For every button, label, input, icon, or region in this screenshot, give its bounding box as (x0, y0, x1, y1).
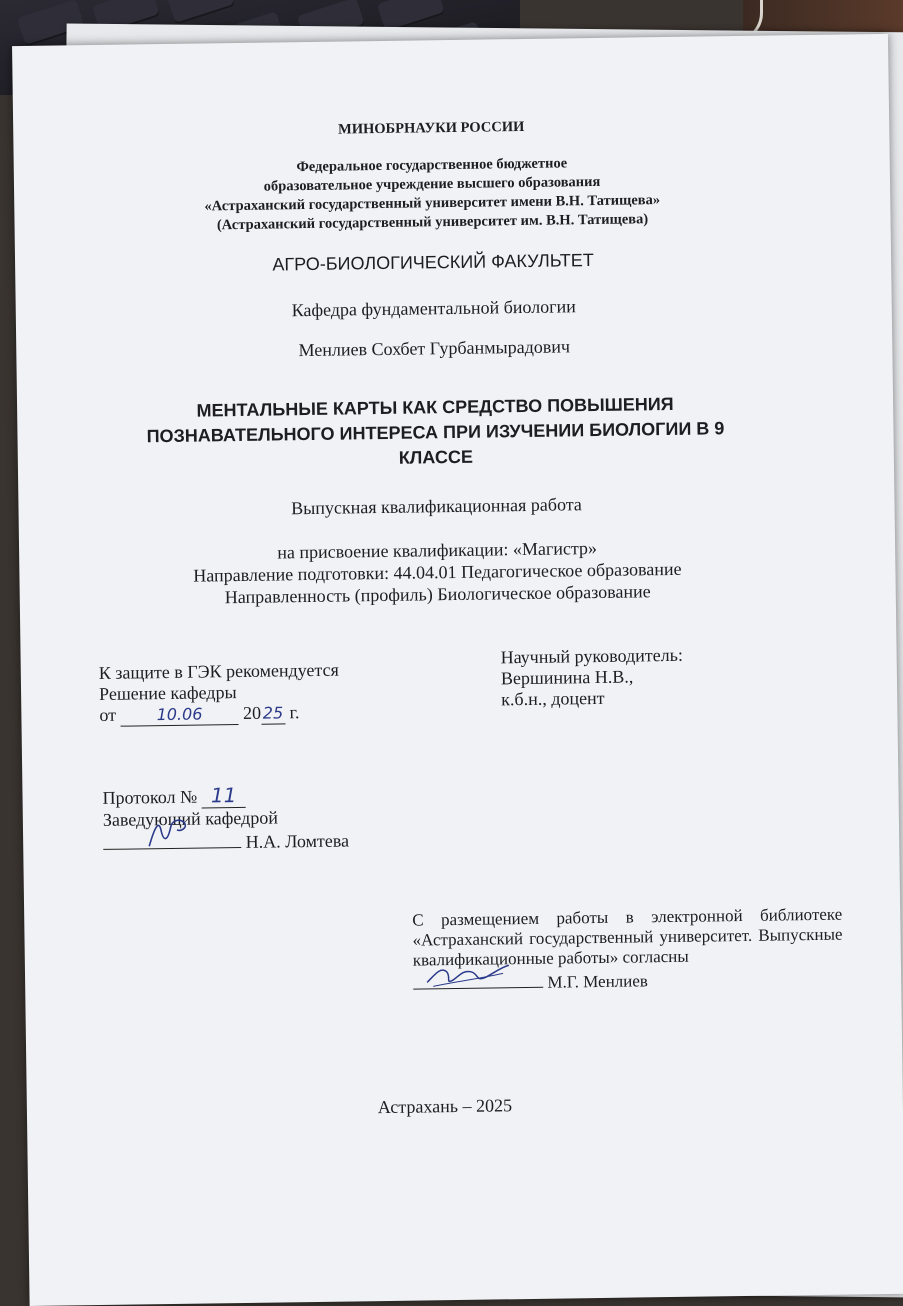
ministry-heading: МИНОБРНАУКИ РОССИИ (338, 118, 525, 138)
university-line: «Астраханский государственный университет имени В.Н. Татищева» (204, 192, 661, 215)
university-line: образовательное учреждение высшего образования (263, 173, 601, 195)
title-line: МЕНТАЛЬНЫЕ КАРТЫ КАК СРЕДСТВО ПОВЫШЕНИЯ (196, 393, 674, 421)
year-field (261, 702, 285, 724)
protocol-label: Протокол № (102, 786, 198, 808)
study-profile: Направленность (профиль) Биологическое образование (224, 581, 651, 608)
thesis-title (17, 389, 854, 476)
faculty-name: АГРО-БИОЛОГИЧЕСКИЙ ФАКУЛЬТЕТ (272, 250, 594, 275)
year-suffix: г. (289, 702, 300, 723)
title-line: КЛАССЕ (398, 446, 474, 468)
university-line: (Астраханский государственный университет им. В.Н. Татищева) (216, 211, 649, 234)
recommended-label: К защите в ГЭК рекомендуется (98, 659, 339, 683)
university-block (14, 150, 851, 238)
university-line: Федеральное государственное бюджетное (296, 155, 568, 176)
study-direction: Направление подготовки: 44.04.01 Педагогическое образование (193, 558, 682, 586)
from-prefix: от (99, 704, 117, 725)
title-page (12, 34, 903, 1306)
consent-text: С размещением работы в электронной библиотеке «Астраханский государственный университет. Выпускные квалификационные работы» согласны (412, 904, 843, 970)
city-year: Астрахань – 2025 (377, 1095, 513, 1118)
handwritten-year: 25 (262, 703, 284, 723)
protocol-line (102, 783, 348, 809)
qualification: на присвоение квалификации: «Магистр» (277, 537, 598, 563)
library-consent (412, 905, 843, 995)
handwritten-date: 10.06 (156, 704, 203, 725)
decision-label: Решение кафедры (98, 682, 237, 704)
supervisor-degree: к.б.н., доцент (501, 687, 605, 710)
work-type: Выпускная квалификационная работа (291, 494, 582, 519)
supervisor-block (500, 645, 683, 711)
supervisor-name: Вершинина Н.В., (500, 666, 634, 689)
consent-signature-field (413, 969, 543, 990)
handwritten-protocol-number: 11 (210, 783, 237, 808)
department-name: Кафедра фундаментальной биологии (291, 296, 576, 321)
supervisor-label: Научный руководитель: (500, 644, 684, 668)
head-signature-field (103, 829, 241, 850)
year-prefix: 20 (242, 702, 262, 723)
head-signature-line (103, 827, 349, 854)
protocol-number-field (202, 785, 246, 809)
protocol-block (102, 783, 349, 854)
date-field (120, 703, 238, 727)
head-signature (141, 816, 201, 851)
consent-signature-line (413, 965, 843, 995)
student-signature (423, 959, 513, 990)
defense-recommendation (99, 660, 340, 727)
title-line: ПОЗНАВАТЕЛЬНОГО ИНТЕРЕСА ПРИ ИЗУЧЕНИИ БИОЛОГИИ В 9 (146, 418, 725, 447)
author-name: Менлиев Сохбет Гурбанмырадович (298, 336, 571, 361)
head-label: Заведующий кафедрой (102, 807, 279, 830)
decision-date-line (99, 702, 339, 727)
consent-name: М.Г. Менлиев (547, 971, 649, 992)
head-name: Н.А. Ломтева (245, 830, 350, 852)
